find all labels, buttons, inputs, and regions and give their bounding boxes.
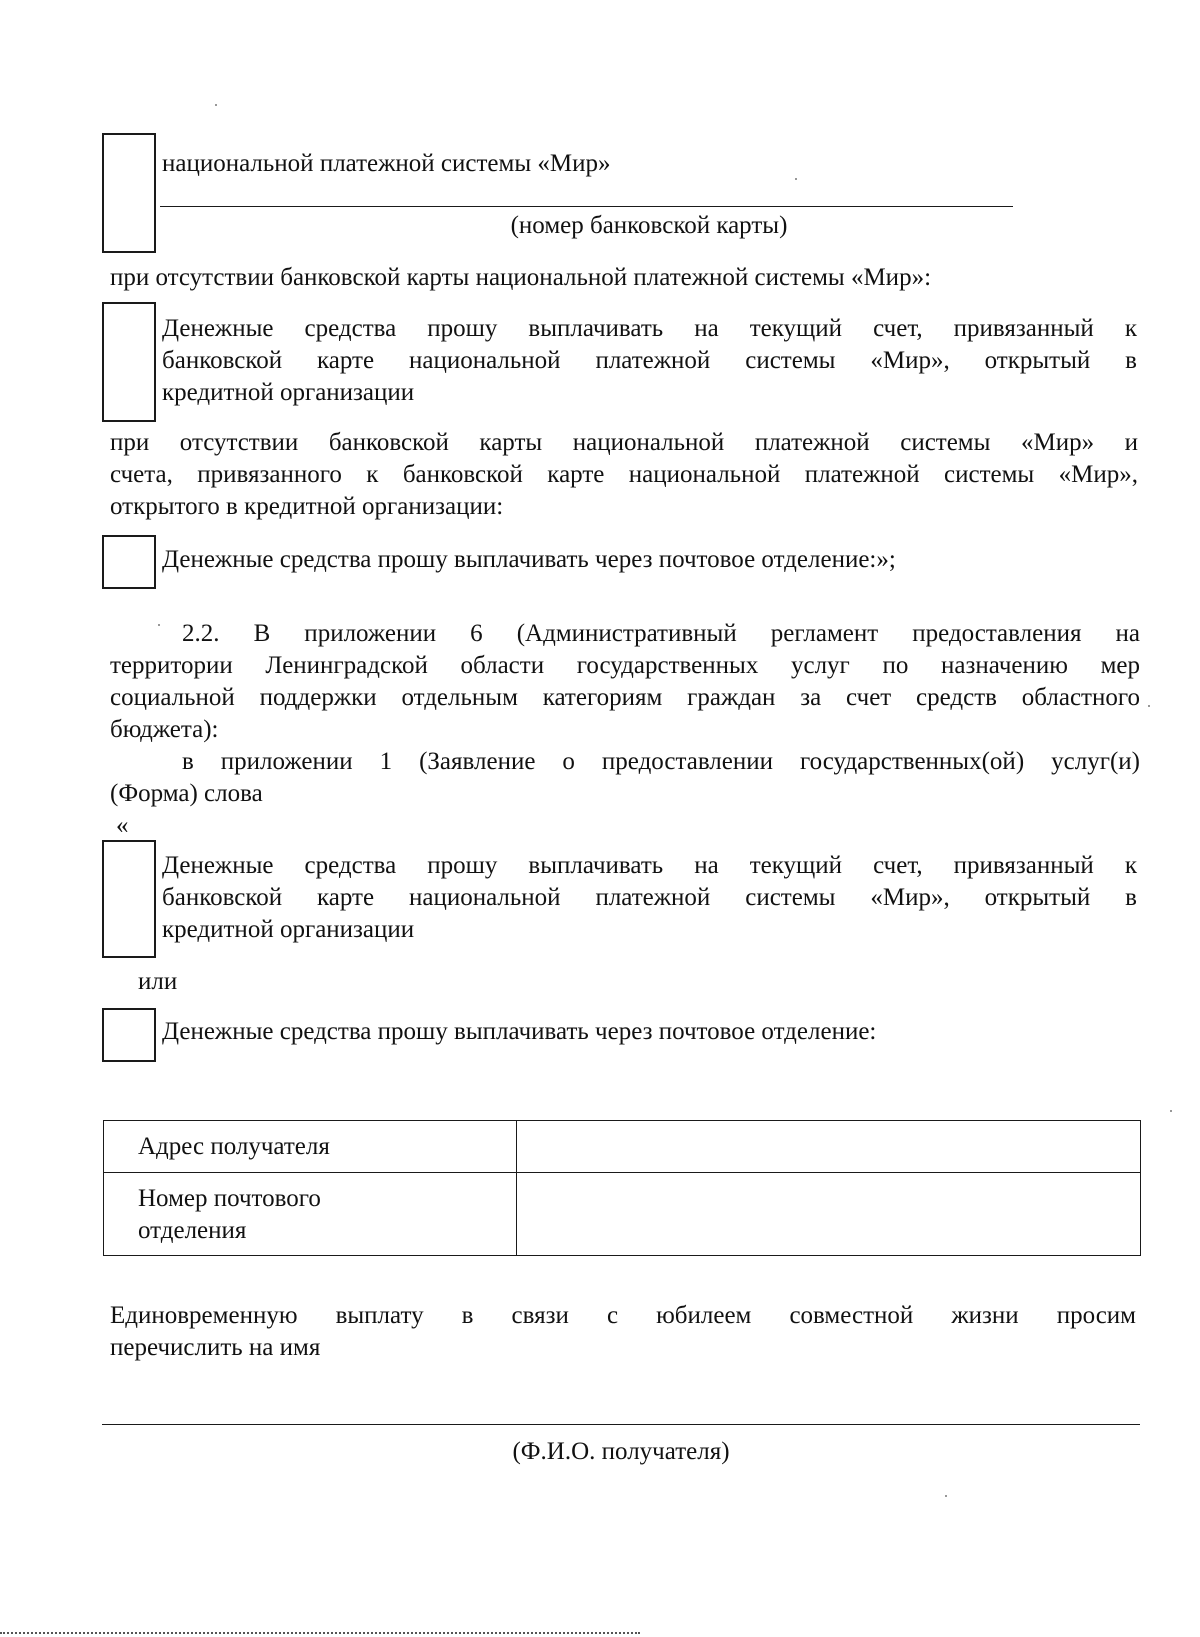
condition-no-card-no-account — [110, 427, 1138, 523]
scan-speck — [158, 624, 160, 626]
post-office-option-label-2: Денежные средства прошу выплачивать через почтовое отделение: — [162, 1018, 877, 1045]
table-row — [104, 1173, 1141, 1256]
post-office-option-label: Денежные средства прошу выплачивать через почтовое отделение:»; — [162, 546, 896, 573]
post-office-number-field[interactable] — [517, 1173, 1141, 1256]
card-option-label: национальной платежной системы «Мир» — [162, 150, 611, 177]
or-word: или — [138, 968, 178, 995]
account-option-text — [162, 313, 1137, 409]
section-2-2-line-3: социальной поддержки отдельным категориям граждан за счет средств областного — [110, 684, 1140, 711]
recipient-name-caption: (Ф.И.О. получателя) — [512, 1438, 730, 1465]
condition-no-card: при отсутствии банковской карты национальной платежной системы «Мир»: — [110, 264, 932, 291]
condition-2-line-2: счета, привязанного к банковской карте национальной платежной системы «Мир», — [110, 461, 1138, 488]
condition-2-line-1: при отсутствии банковской карты национальной платежной системы «Мир» и — [110, 429, 1138, 456]
scan-speck — [215, 104, 217, 106]
account-option-line-2: банковской карте национальной платежной системы «Мир», открытый в — [162, 347, 1137, 374]
appendix-ref-line-2: (Форма) слова — [110, 780, 263, 807]
account-option-line-1: Денежные средства прошу выплачивать на текущий счет, привязанный к — [162, 315, 1137, 342]
section-2-2 — [110, 618, 1140, 810]
account-option-line-3: кредитной организации — [162, 379, 415, 406]
payment-text — [110, 1300, 1136, 1364]
post-office-number-label-line-1: Номер почтового — [138, 1185, 321, 1212]
post-office-number-label-line-2: отделения — [138, 1217, 247, 1244]
card-number-caption: (номер банковской карты) — [510, 212, 788, 239]
account-checkbox[interactable] — [102, 302, 156, 422]
card-checkbox[interactable] — [102, 133, 156, 253]
address-table — [103, 1120, 1141, 1256]
scan-speck — [945, 1495, 947, 1497]
account-option-2-line-1: Денежные средства прошу выплачивать на текущий счет, привязанный к — [162, 852, 1137, 879]
section-2-2-line-1: 2.2. В приложении 6 (Административный регламент предоставления на — [182, 620, 1140, 647]
table-row — [104, 1121, 1141, 1173]
account-option-text-2 — [162, 850, 1137, 946]
section-2-2-line-4: бюджета): — [110, 716, 219, 743]
account-option-2-line-2: банковской карте национальной платежной системы «Мир», открытый в — [162, 884, 1137, 911]
scan-speck — [1148, 705, 1150, 707]
account-option-2-line-3: кредитной организации — [162, 916, 415, 943]
recipient-address-label-text: Адрес получателя — [138, 1133, 330, 1160]
account-checkbox-2[interactable] — [102, 840, 156, 958]
section-2-2-line-2: территории Ленинградской области государственных услуг по назначению мер — [110, 652, 1140, 679]
appendix-ref-line-1: в приложении 1 (Заявление о предоставлении государственных(ой) услуг(и) — [182, 748, 1140, 775]
post-office-checkbox[interactable] — [102, 535, 156, 589]
scan-edge — [0, 1632, 640, 1634]
post-office-number-label — [104, 1173, 517, 1256]
payment-text-line-1: Единовременную выплату в связи с юбилеем совместной жизни просим — [110, 1302, 1136, 1329]
recipient-name-line[interactable] — [102, 1424, 1140, 1425]
scan-speck — [1170, 1110, 1172, 1112]
scan-speck — [795, 178, 797, 180]
recipient-address-label — [104, 1121, 517, 1173]
payment-text-line-2: перечислить на имя — [110, 1334, 321, 1361]
card-number-line[interactable] — [160, 206, 1013, 207]
condition-2-line-3: открытого в кредитной организации: — [110, 493, 504, 520]
open-quote: « — [116, 812, 129, 839]
recipient-address-field[interactable] — [517, 1121, 1141, 1173]
post-office-checkbox-2[interactable] — [102, 1008, 156, 1062]
